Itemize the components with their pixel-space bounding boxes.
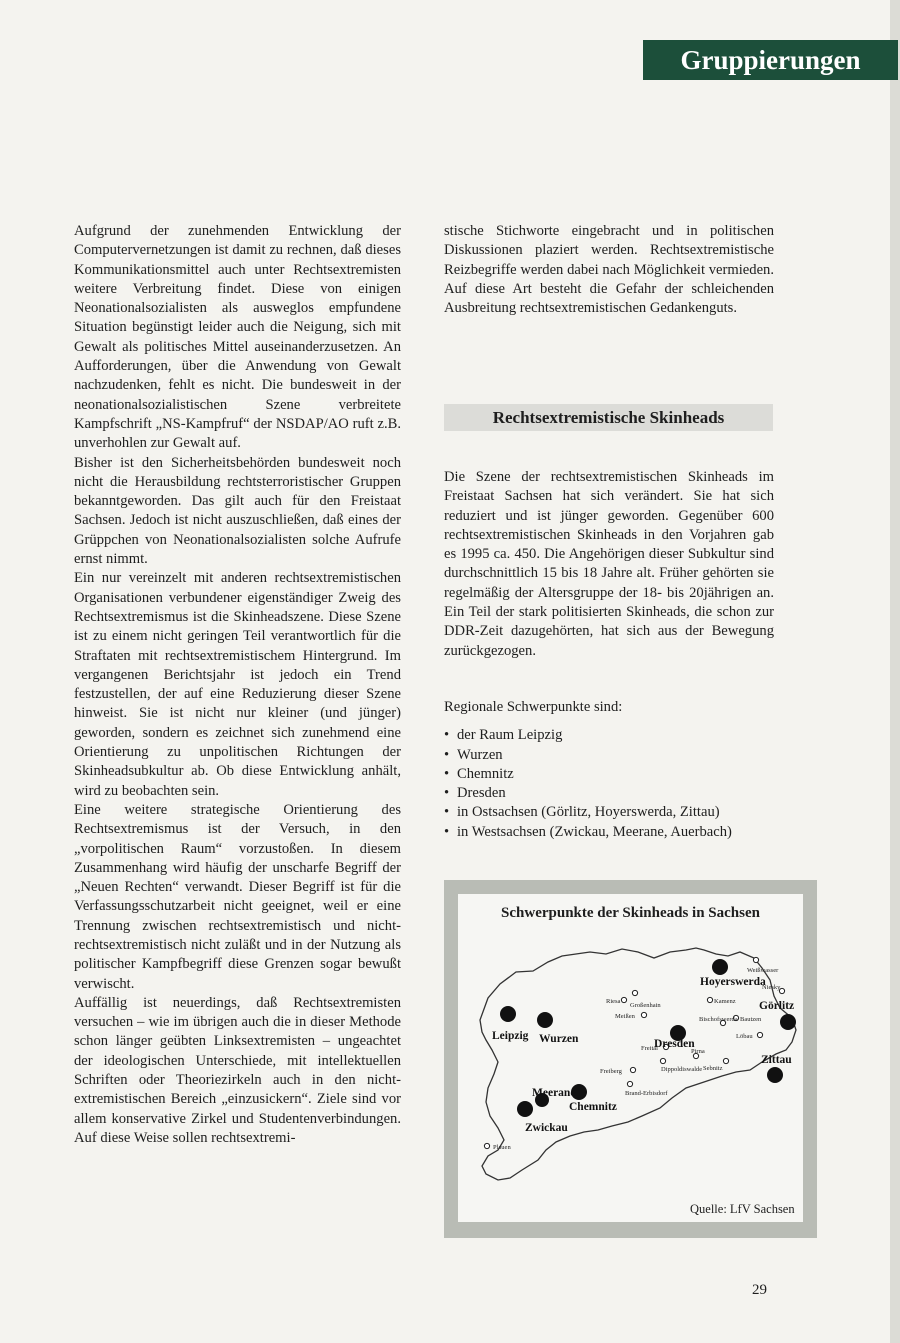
map-point-plauen bbox=[484, 1143, 489, 1148]
skinheads-paragraph: Die Szene der rechtsextremistischen Skinheads im Freistaat Sachsen hat sich verändert. Sie hat sich reduziert und ist jünger geworden. Gegenüber 600 rechtsextremistischen Skinheads in den Vorjahren gab es 1995 ca. 450. Die Angehörigen dieser Subkultur sind durchschnittlich 15 bis 18 Jahre alt. Früher gehörten sie regelmäßig der Altersgruppe der 18- bis 20jährigen an. Ein Teil der stark politisierten Skinheads, die schon zur DDR-Zeit dazugehörten, hat sich aus der Bewegung zurückgezogen. bbox=[444, 469, 774, 659]
map-label-leipzig: Leipzig bbox=[492, 1030, 529, 1042]
map-label-zittau: Zittau bbox=[761, 1054, 792, 1066]
list-item: • Dresden bbox=[444, 784, 784, 803]
bullet-icon: • bbox=[444, 727, 450, 744]
map-label-riesa: Riesa bbox=[606, 998, 621, 1005]
map-label-chemnitz: Chemnitz bbox=[569, 1101, 617, 1113]
map-label-weisswasser: Weißwasser bbox=[747, 967, 779, 974]
map-label-goerlitz: Görlitz bbox=[759, 1000, 795, 1012]
map-label-pirna: Pirna bbox=[691, 1048, 705, 1055]
map-point-hoyerswerda bbox=[712, 959, 728, 975]
map-label-meissen: Meißen bbox=[615, 1013, 635, 1020]
map-point-meissen bbox=[641, 1012, 646, 1017]
map-point-freiberg bbox=[630, 1067, 635, 1072]
left-paragraph-2: Bisher ist den Sicherheitsbehörden bundesweit noch nicht die Herausbildung rechtsterroristischer Gruppen bekanntgeworden. Das gilt auch für den Freistaat Sachsen. Jedoch ist nicht auszuschließen, daß eines der Grüppchen von Neonationalsozialisten solche Aufrufe ernst nimmt. bbox=[74, 454, 401, 568]
map-point-brand-erbisdorf bbox=[627, 1081, 632, 1086]
map-label-dresden: Dresden bbox=[654, 1038, 695, 1050]
page-edge-shadow bbox=[890, 0, 900, 1343]
map-label-freital: Freital bbox=[641, 1045, 658, 1052]
map-label-bischofswerda: Bischofswerda bbox=[699, 1016, 738, 1023]
bullet-icon: • bbox=[444, 746, 450, 763]
map-label-plauen: Plauen bbox=[493, 1144, 511, 1151]
bullet-icon: • bbox=[444, 785, 450, 802]
list-item: • in Westsachsen (Zwickau, Meerane, Auerbach) bbox=[444, 823, 784, 842]
list-item: • in Ostsachsen (Görlitz, Hoyerswerda, Zittau) bbox=[444, 803, 784, 822]
map-point-zittau bbox=[767, 1067, 783, 1083]
left-paragraph-5: Auffällig ist neuerdings, daß Rechtsextremisten versuchen – wie im übrigen auch die in dieser Methode schon länger geübten Linksextremisten – ungeachtet der ideologischen Unterschiede, mit intellektuellen Schriften oder Theoriezirkeln auch in den nicht-extremistischen Bereich „einzusickern“. Ziele sind vor allem konservative Zirkel und Studentenverbindungen. Auf diese Weise sollen rechtsextremi- bbox=[74, 994, 401, 1146]
map-label-grossenhain: Großenhain bbox=[630, 1002, 661, 1009]
list-item: • Wurzen bbox=[444, 746, 784, 765]
map-label-freiberg: Freiberg bbox=[600, 1068, 622, 1075]
map-label-kamenz: Kamenz bbox=[714, 998, 736, 1005]
map-point-sebnitz bbox=[723, 1058, 728, 1063]
map-point-goerlitz bbox=[780, 1014, 796, 1030]
map-point-leipzig bbox=[500, 1006, 516, 1022]
map-label-dippoldiswalde: Dippoldiswalde bbox=[661, 1066, 703, 1073]
map-title: Schwerpunkte der Skinheads in Sachsen bbox=[501, 905, 760, 921]
page-number: 29 bbox=[752, 1282, 767, 1298]
map-point-kamenz bbox=[707, 997, 712, 1002]
left-paragraph-3: Ein nur vereinzelt mit anderen rechtsextremistischen Organisationen verbundener eigenständiger Zweig des Rechtsextremismus ist die Skinheadszene. Diese Szene ist zu einem nicht geringen Teil verantwortlich für die Straftaten mit rechtsextremistischem Hintergrund. Im vergangenen Berichtsjahr ist jedoch ein Trend festzustellen, der auf eine Reduzierung dieser Szene hinweist. Sie ist nicht nur kleiner (und jünger) geworden, sondern es zeichnet sich zunehmend eine Orientierung zu unpolitischen Richtungen der Skinheadsubkultur ab. Ob diese Entwicklung anhält, wird zu beobachten sein. bbox=[74, 570, 401, 799]
list-item: • Chemnitz bbox=[444, 765, 784, 784]
skinhead-map-figure bbox=[444, 880, 817, 1238]
map-panel bbox=[458, 894, 803, 1222]
map-point-riesa bbox=[621, 997, 626, 1002]
map-label-niesky: Niesky bbox=[762, 984, 781, 991]
map-label-zwickau: Zwickau bbox=[525, 1122, 568, 1134]
map-point-dippoldiswalde bbox=[660, 1058, 665, 1063]
saxony-map bbox=[458, 894, 803, 1222]
map-point-wurzen bbox=[537, 1012, 553, 1028]
bullet-icon: • bbox=[444, 823, 450, 840]
map-source: Quelle: LfV Sachsen bbox=[690, 1202, 795, 1216]
major-city-labels bbox=[492, 976, 794, 1134]
map-label-sebnitz: Sebnitz bbox=[703, 1065, 723, 1072]
map-label-meerane: Meerane bbox=[532, 1087, 576, 1099]
map-point-weisswasser bbox=[753, 957, 758, 962]
map-label-brand-erbisdorf: Brand-Erbisdorf bbox=[625, 1090, 668, 1097]
map-point-loebau bbox=[757, 1032, 762, 1037]
map-point-zwickau bbox=[517, 1101, 533, 1117]
map-label-hoyerswerda: Hoyerswerda bbox=[700, 976, 766, 988]
map-label-bautzen: Bautzen bbox=[740, 1016, 762, 1023]
right-paragraph-continued: stische Stichworte eingebracht und in politischen Diskussionen plaziert werden. Rechtsextremistische Reizbegriffe werden dabei nach Möglichkeit vermieden. Auf diese Art besteht die Gefahr der schleichenden Ausbreitung rechtsextremistischen Gedankenguts. bbox=[444, 223, 774, 317]
skinheads-heading: Rechtsextremistische Skinheads bbox=[444, 404, 773, 431]
section-header: Gruppierungen bbox=[643, 40, 898, 80]
list-item: • der Raum Leipzig bbox=[444, 726, 784, 745]
left-column bbox=[74, 222, 401, 1148]
bullet-icon: • bbox=[444, 804, 450, 821]
map-label-loebau: Löbau bbox=[736, 1033, 753, 1040]
map-label-wurzen: Wurzen bbox=[539, 1033, 579, 1045]
regional-focus-list bbox=[444, 698, 784, 842]
left-paragraph-4: Eine weitere strategische Orientierung des Rechtsextremismus ist der Versuch, in den „vorpolitischen Raum“ vorzustoßen. In diesem Zusammenhang wird häufig der unscharfe Begriff der „Neuen Rechten“ verwandt. Dieser Begriff ist für die Verfassungsschutzarbeit nicht geeignet, weil er eine Trennung zwischen rechtsextremistisch und nicht-rechtsextremistisch nicht zuläßt und in der Nutzung als politischer Kampfbegriff diese Grenzen sogar bewußt verwischt. bbox=[74, 801, 401, 992]
regional-intro: Regionale Schwerpunkte sind: bbox=[444, 699, 623, 715]
right-column-top bbox=[444, 222, 774, 318]
map-point-grossenhain bbox=[632, 990, 637, 995]
bullet-icon: • bbox=[444, 765, 450, 782]
left-paragraph-1: Aufgrund der zunehmenden Entwicklung der Computervernetzungen ist damit zu rechnen, daß dieses Kommunikationsmittel auch unter Rechtsextremisten weitere Verbreitung findet. Diese von einigen Neonationalsozialisten als ausweglos empfundene Situation begünstigt leider auch die Neigung, sich mit Gewalt als politisches Mittel auseinanderzusetzen. An Aufforderungen, über die Anwendung von Gewalt nachzudenken, fehlt es nicht. Die bundesweit in der neonationalsozialistischen Szene verbreitete Kampfschrift „NS-Kampfruf“ der NSDAP/AO ruft z.B. unverhohlen zur Gewalt auf. bbox=[74, 223, 401, 452]
bullet-list bbox=[444, 726, 784, 842]
